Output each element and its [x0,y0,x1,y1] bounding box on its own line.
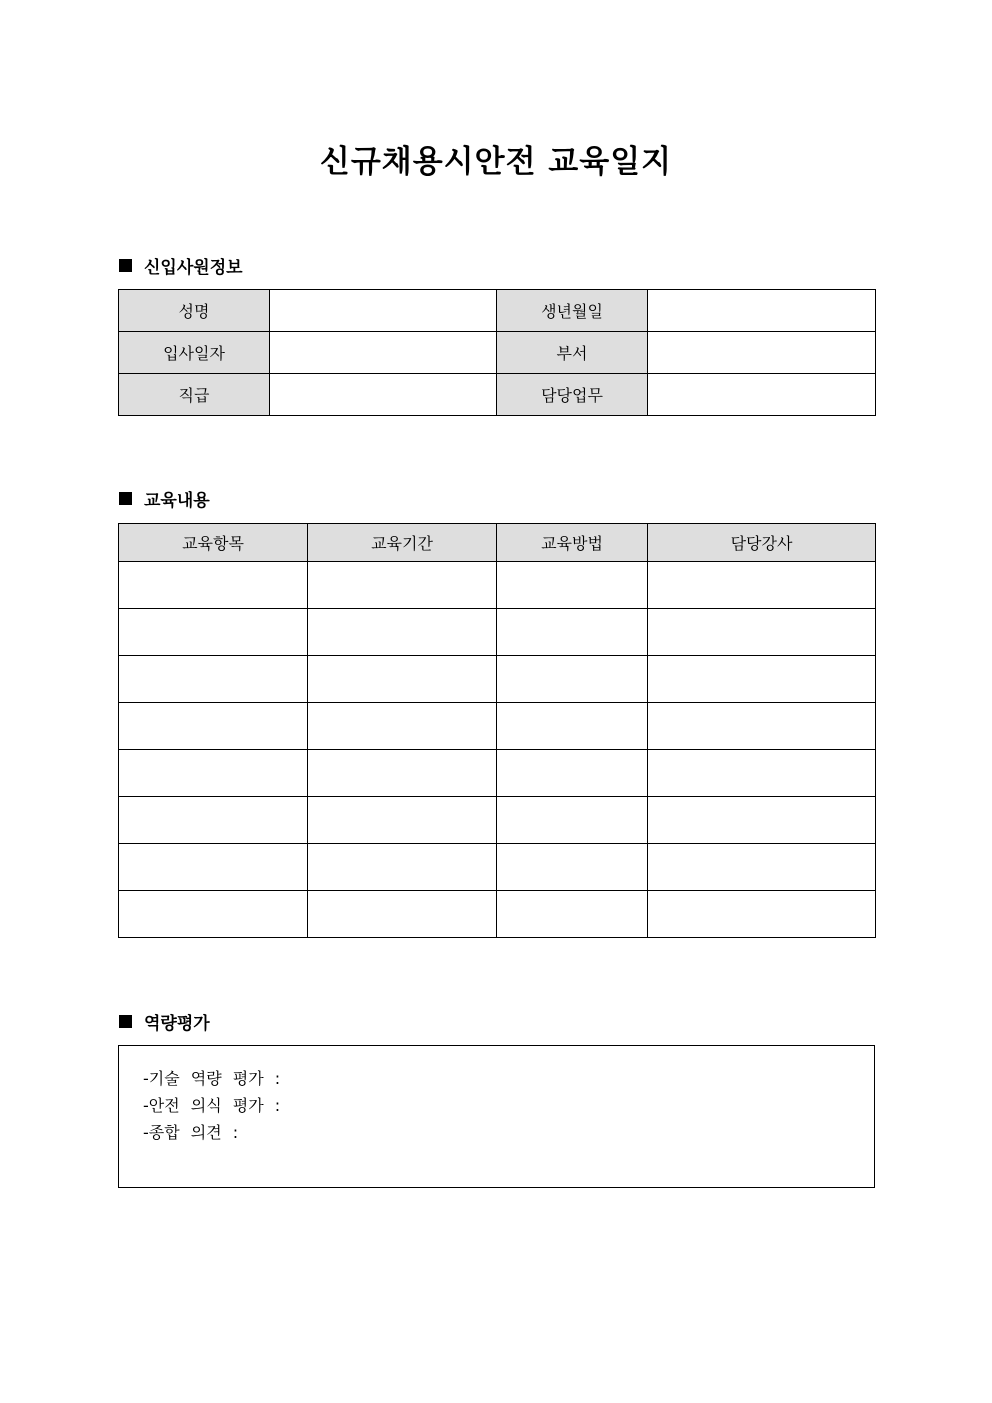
employee-info-table [118,289,876,416]
table-cell[interactable] [648,891,876,938]
table-row [119,562,876,609]
table-cell[interactable] [308,844,497,891]
table-cell[interactable] [119,797,308,844]
table-cell[interactable] [497,609,648,656]
table-cell[interactable] [497,797,648,844]
section-heading-evaluation [119,1009,210,1033]
table-row [119,750,876,797]
table-cell[interactable] [648,609,876,656]
table-row [119,891,876,938]
table-cell[interactable] [648,562,876,609]
page-title: 신규채용시안전 교육일지 [319,144,673,180]
safety-awareness-evaluation-line: -안전 의식 평가 : [143,1096,281,1115]
square-bullet-icon [119,259,132,272]
table-cell[interactable] [648,656,876,703]
table-cell[interactable] [308,656,497,703]
section-heading-label: 역량평가 [144,1013,210,1034]
table-header-row [119,524,876,562]
position-field[interactable] [270,374,497,416]
table-row [119,290,876,332]
table-row [119,797,876,844]
birthdate-label: 생년월일 [497,290,648,332]
table-cell[interactable] [497,562,648,609]
table-cell[interactable] [119,844,308,891]
table-cell[interactable] [497,891,648,938]
table-cell[interactable] [308,750,497,797]
column-header-item: 교육항목 [119,524,308,562]
duty-field[interactable] [648,374,876,416]
table-row [119,332,876,374]
tech-skill-evaluation-line: -기술 역량 평가 : [143,1069,281,1088]
section-heading-education [119,486,210,510]
table-cell[interactable] [308,797,497,844]
table-cell[interactable] [497,703,648,750]
department-field[interactable] [648,332,876,374]
section-heading-label: 교육내용 [144,490,210,511]
table-cell[interactable] [648,703,876,750]
table-cell[interactable] [648,797,876,844]
table-row [119,844,876,891]
department-label: 부서 [497,332,648,374]
table-cell[interactable] [119,609,308,656]
education-table [118,523,876,938]
table-cell[interactable] [119,562,308,609]
section-heading-employee-info [119,253,243,277]
duty-label: 담당업무 [497,374,648,416]
table-row [119,703,876,750]
table-cell[interactable] [119,656,308,703]
table-cell[interactable] [648,750,876,797]
hire-date-label: 입사일자 [119,332,270,374]
column-header-period: 교육기간 [308,524,497,562]
table-cell[interactable] [497,656,648,703]
column-header-instructor: 담당강사 [648,524,876,562]
name-label: 성명 [119,290,270,332]
table-row [119,374,876,416]
column-header-method: 교육방법 [497,524,648,562]
table-row [119,656,876,703]
table-cell[interactable] [648,844,876,891]
hire-date-field[interactable] [270,332,497,374]
birthdate-field[interactable] [648,290,876,332]
table-cell[interactable] [308,609,497,656]
name-field[interactable] [270,290,497,332]
table-cell[interactable] [119,703,308,750]
table-cell[interactable] [497,844,648,891]
table-row [119,609,876,656]
section-heading-label: 신입사원정보 [144,257,243,278]
table-cell[interactable] [119,891,308,938]
table-cell[interactable] [497,750,648,797]
table-cell[interactable] [308,562,497,609]
table-cell[interactable] [119,750,308,797]
position-label: 직급 [119,374,270,416]
evaluation-box[interactable] [118,1045,875,1188]
square-bullet-icon [119,492,132,505]
table-cell[interactable] [308,891,497,938]
square-bullet-icon [119,1015,132,1028]
overall-opinion-line: -종합 의견 : [143,1123,239,1142]
table-cell[interactable] [308,703,497,750]
